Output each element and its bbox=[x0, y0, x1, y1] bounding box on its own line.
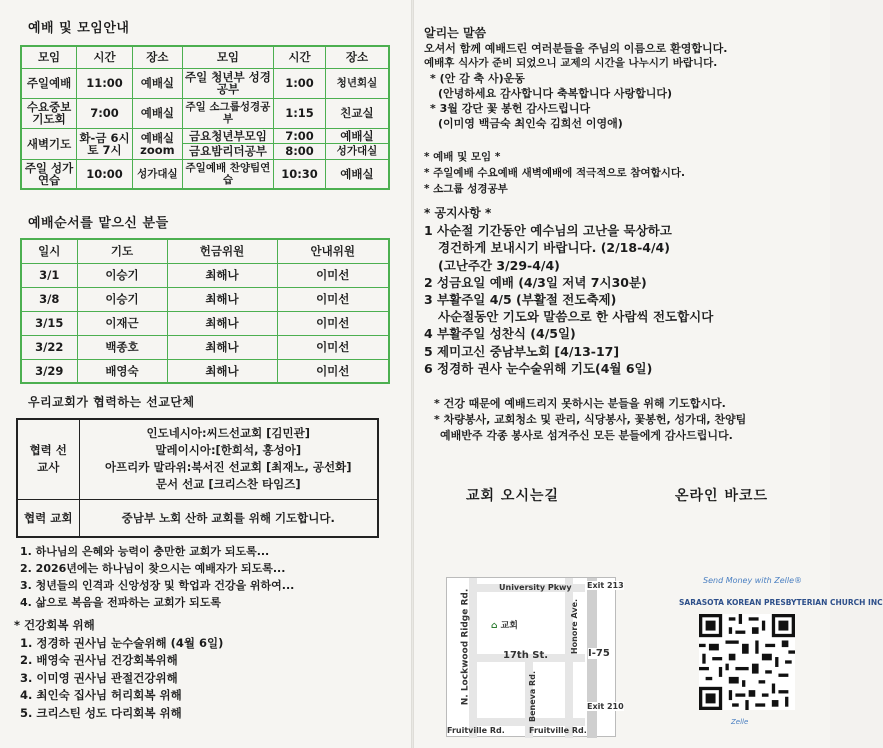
map-label: 17th St. bbox=[503, 650, 549, 661]
zelle-qr-block bbox=[673, 574, 883, 738]
prayer-item: 3. 청년들의 인격과 신앙성장 및 학업과 건강을 위하여... bbox=[20, 579, 295, 592]
qr-org-text: SARASOTA KOREAN PRESBYTERIAN CHURCH INC bbox=[679, 598, 883, 607]
worship-row bbox=[21, 68, 389, 98]
worship-cell: 수요중보 기도회 bbox=[21, 98, 77, 128]
order-header-row bbox=[21, 239, 389, 263]
order-row bbox=[21, 287, 389, 311]
mission-line: 말레이시아:[한희석, 홍성아] bbox=[155, 443, 302, 458]
healing-item: 2. 배영숙 권사님 건강회복위해 bbox=[20, 653, 178, 667]
prayer-item: 2. 2026년에는 하나님이 찾으시는 예배자가 되도록... bbox=[20, 562, 286, 575]
notice-line: 오셔서 함께 예배드린 여러분들을 주님의 이름으로 환영합니다. bbox=[424, 42, 728, 55]
map-label: Honore Ave. bbox=[570, 598, 580, 655]
notice-line: (안녕하세요 감사합니다 축복합니다 사랑합니다) bbox=[438, 87, 673, 100]
directions-title: 교회 오시는길 bbox=[466, 488, 560, 504]
map-label: Beneva Rd. bbox=[527, 671, 537, 722]
announce-line: 5 제미고신 중남부노회 [4/13-17] bbox=[424, 343, 620, 359]
notice-block bbox=[424, 26, 727, 131]
worship-cell: 주일예배 bbox=[21, 68, 77, 98]
map-label: I-75 bbox=[588, 648, 610, 659]
mission-line: 아프리카 말라위:북서진 선교회 [최재노, 공선화] bbox=[104, 460, 352, 475]
notice-line: * (안 감 축 사)운동 bbox=[430, 72, 525, 85]
mission-lines bbox=[79, 419, 378, 499]
meet-line: * 예배 및 모임 * bbox=[424, 151, 501, 163]
map-label: Fruitville Rd. bbox=[529, 726, 587, 735]
worship-header: 모임 bbox=[182, 46, 273, 68]
worship-cell: 예배실 zoom bbox=[132, 128, 182, 159]
order-cell: 이재근 bbox=[77, 311, 167, 335]
order-cell: 최해나 bbox=[167, 287, 277, 311]
order-header: 기도 bbox=[77, 239, 167, 263]
directions-map bbox=[446, 577, 624, 737]
worship-header-row bbox=[21, 46, 389, 68]
healing-title: * 건강회복 위해 bbox=[14, 618, 95, 632]
order-row bbox=[21, 311, 389, 335]
meet-line: * 주일예배 수요예배 새벽예배에 적극적으로 참여합시다. bbox=[424, 167, 686, 179]
order-title: 예배순서를 맡으신 분들 bbox=[28, 216, 169, 231]
mission-church: 중남부 노회 산하 교회를 위해 기도합니다. bbox=[79, 499, 378, 537]
order-cell: 이승기 bbox=[77, 287, 167, 311]
worship-cell bbox=[274, 128, 326, 159]
worship-subcell: 성가대실 bbox=[336, 144, 378, 157]
meet-line: * 소그룹 성경공부 bbox=[424, 183, 508, 195]
meet-block bbox=[424, 149, 685, 197]
worship-subcell: 금요청년부모임 bbox=[183, 129, 273, 144]
worship-cell: 10:00 bbox=[77, 159, 133, 189]
order-cell: 이미선 bbox=[277, 359, 389, 383]
extra-line: * 건강 때문에 예배드리지 못하시는 분들을 위해 기도합시다. bbox=[434, 397, 726, 410]
order-row bbox=[21, 263, 389, 287]
announce-line: 1 사순절 기간동안 예수님의 고난을 묵상하고 bbox=[424, 223, 672, 239]
map-label: Exit 210 bbox=[587, 702, 624, 711]
worship-cell: 주일예배 찬양팀연습 bbox=[182, 159, 273, 189]
extra-block bbox=[434, 396, 746, 444]
qr-zelle-text: Zelle bbox=[731, 718, 749, 726]
notice-line: 예배후 식사가 준비 되었으니 교제의 시간을 나누시기 바랍니다. bbox=[424, 57, 718, 69]
worship-header: 시간 bbox=[274, 46, 326, 68]
worship-cell: 주일 소그룹성경공부 bbox=[182, 98, 273, 128]
worship-cell: 예배실 bbox=[132, 98, 182, 128]
order-cell: 3/1 bbox=[21, 263, 77, 287]
worship-cell: 예배실 bbox=[132, 68, 182, 98]
order-cell: 이미선 bbox=[277, 335, 389, 359]
extra-line: 예배반주 각종 봉사로 섬겨주신 모든 분들에게 감사드립니다. bbox=[440, 429, 733, 442]
order-cell: 최해나 bbox=[167, 335, 277, 359]
page-fold bbox=[411, 0, 414, 748]
healing-item: 3. 이미영 권사님 관절건강위해 bbox=[20, 670, 178, 685]
order-cell: 3/15 bbox=[21, 311, 77, 335]
announce-title: * 공지사항 * bbox=[424, 206, 492, 220]
worship-header: 모임 bbox=[21, 46, 77, 68]
worship-cell: 예배실 bbox=[325, 159, 389, 189]
worship-cell: 11:00 bbox=[77, 68, 133, 98]
mission-row bbox=[17, 419, 378, 499]
mission-label-text: 협력 선교사 bbox=[29, 443, 67, 475]
mission-label bbox=[17, 419, 79, 499]
worship-cell bbox=[182, 128, 273, 159]
announce-line: 6 정경하 권사 눈수술위해 기도(4월 6일) bbox=[424, 360, 653, 376]
announce-line: 4 부활주일 성찬식 (4/5일) bbox=[424, 326, 576, 342]
order-cell: 이미선 bbox=[277, 311, 389, 335]
worship-cell: 새벽기도 bbox=[21, 128, 77, 159]
worship-header: 장소 bbox=[132, 46, 182, 68]
mission-title: 우리교회가 협력하는 선교단체 bbox=[28, 395, 195, 409]
worship-header: 장소 bbox=[325, 46, 389, 68]
notice-line: (이미영 백금숙 최인숙 김희선 이영애) bbox=[438, 117, 623, 130]
map-church-text: 교회 bbox=[500, 621, 518, 631]
worship-subcell: 금요밤리더공부 bbox=[189, 143, 267, 158]
worship-cell: 10:30 bbox=[274, 159, 326, 189]
worship-cell: 청년회실 bbox=[325, 68, 389, 98]
announce-line: 사순절동안 기도와 말씀으로 한 사람씩 전도합시다 bbox=[438, 309, 714, 325]
map-label: N. Lockwood Ridge Rd. bbox=[460, 588, 471, 706]
worship-cell: 친교실 bbox=[325, 98, 389, 128]
order-cell: 3/29 bbox=[21, 359, 77, 383]
map-church-label bbox=[491, 618, 518, 631]
prayer-item: 4. 삶으로 복음을 전파하는 교회가 되도록 bbox=[20, 596, 221, 609]
order-header: 헌금위원 bbox=[167, 239, 277, 263]
mission-line: 문서 선교 [크리스찬 타임즈] bbox=[155, 477, 301, 492]
map-label: University Pkwy bbox=[499, 583, 572, 592]
notice-line: * 3월 강단 꽃 봉헌 감사드립니다 bbox=[430, 102, 591, 115]
announce-line: 3 부활주일 4/5 (부활절 전도축제) bbox=[424, 292, 617, 308]
order-cell: 최해나 bbox=[167, 359, 277, 383]
announce-line: (고난주간 3/29-4/4) bbox=[438, 257, 560, 273]
notice-title: 알리는 말씀 bbox=[424, 26, 487, 40]
worship-cell: 성가대실 bbox=[132, 159, 182, 189]
worship-cell: 주일 청년부 성경공부 bbox=[182, 68, 273, 98]
order-header: 일시 bbox=[21, 239, 77, 263]
worship-row bbox=[21, 159, 389, 189]
worship-title: 예배 및 모임안내 bbox=[28, 21, 130, 36]
map-label: Exit 213 bbox=[587, 581, 624, 590]
order-cell: 최해나 bbox=[167, 311, 277, 335]
worship-cell: 7:00 bbox=[77, 98, 133, 128]
healing-list bbox=[14, 617, 223, 722]
announce-line: 2 성금요일 예배 (4/3일 저녁 7시30분) bbox=[424, 274, 647, 290]
mission-row bbox=[17, 499, 378, 537]
order-cell: 이승기 bbox=[77, 263, 167, 287]
worship-cell: 주일 성가연습 bbox=[21, 159, 77, 189]
worship-subcell: 예배실 bbox=[326, 129, 388, 144]
worship-row bbox=[21, 128, 389, 159]
order-cell: 3/8 bbox=[21, 287, 77, 311]
healing-item: 5. 크리스틴 성도 다리회복 위해 bbox=[20, 705, 182, 720]
mission-table bbox=[16, 418, 379, 538]
worship-cell: 1:00 bbox=[274, 68, 326, 98]
order-cell: 이미선 bbox=[277, 287, 389, 311]
worship-cell: 1:15 bbox=[274, 98, 326, 128]
church-icon: ⌂ bbox=[491, 621, 498, 631]
worship-header: 시간 bbox=[77, 46, 133, 68]
order-cell: 백종호 bbox=[77, 335, 167, 359]
order-cell: 배영숙 bbox=[77, 359, 167, 383]
worship-row bbox=[21, 98, 389, 128]
prayer-item: 1. 하나님의 은혜와 능력이 충만한 교회가 되도록... bbox=[20, 545, 270, 558]
worship-cell: 화-금 6시 토 7시 bbox=[77, 128, 133, 159]
order-header: 안내위원 bbox=[277, 239, 389, 263]
announce-line: 경건하게 보내시기 바랍니다. (2/18-4/4) bbox=[438, 240, 670, 256]
qr-code-icon[interactable] bbox=[699, 614, 795, 710]
order-cell: 3/22 bbox=[21, 335, 77, 359]
extra-line: * 차량봉사, 교회청소 및 관리, 식당봉사, 꽃봉헌, 성가대, 찬양팀 bbox=[434, 413, 747, 426]
mission-label: 협력 교회 bbox=[17, 499, 79, 537]
qr-send-text: Send Money with Zelle® bbox=[703, 576, 803, 585]
prayer-list bbox=[20, 543, 294, 611]
order-cell: 최해나 bbox=[167, 263, 277, 287]
order-row bbox=[21, 335, 389, 359]
order-row bbox=[21, 359, 389, 383]
order-table bbox=[20, 238, 390, 384]
order-cell: 이미선 bbox=[277, 263, 389, 287]
left-page bbox=[0, 0, 411, 748]
worship-subcell: 8:00 bbox=[285, 143, 314, 158]
worship-subcell: 7:00 bbox=[274, 129, 325, 144]
map-label: Fruitville Rd. bbox=[447, 726, 505, 735]
worship-table bbox=[20, 45, 390, 190]
announce-block bbox=[424, 205, 713, 377]
healing-item: 4. 최인숙 집사님 허리회복 위해 bbox=[20, 688, 182, 702]
worship-cell bbox=[325, 128, 389, 159]
healing-item: 1. 정경하 권사님 눈수술위해 (4월 6일) bbox=[20, 635, 224, 650]
barcode-title: 온라인 바코드 bbox=[675, 488, 769, 504]
mission-line: 인도네시아:씨드선교회 [김민관] bbox=[146, 426, 311, 441]
